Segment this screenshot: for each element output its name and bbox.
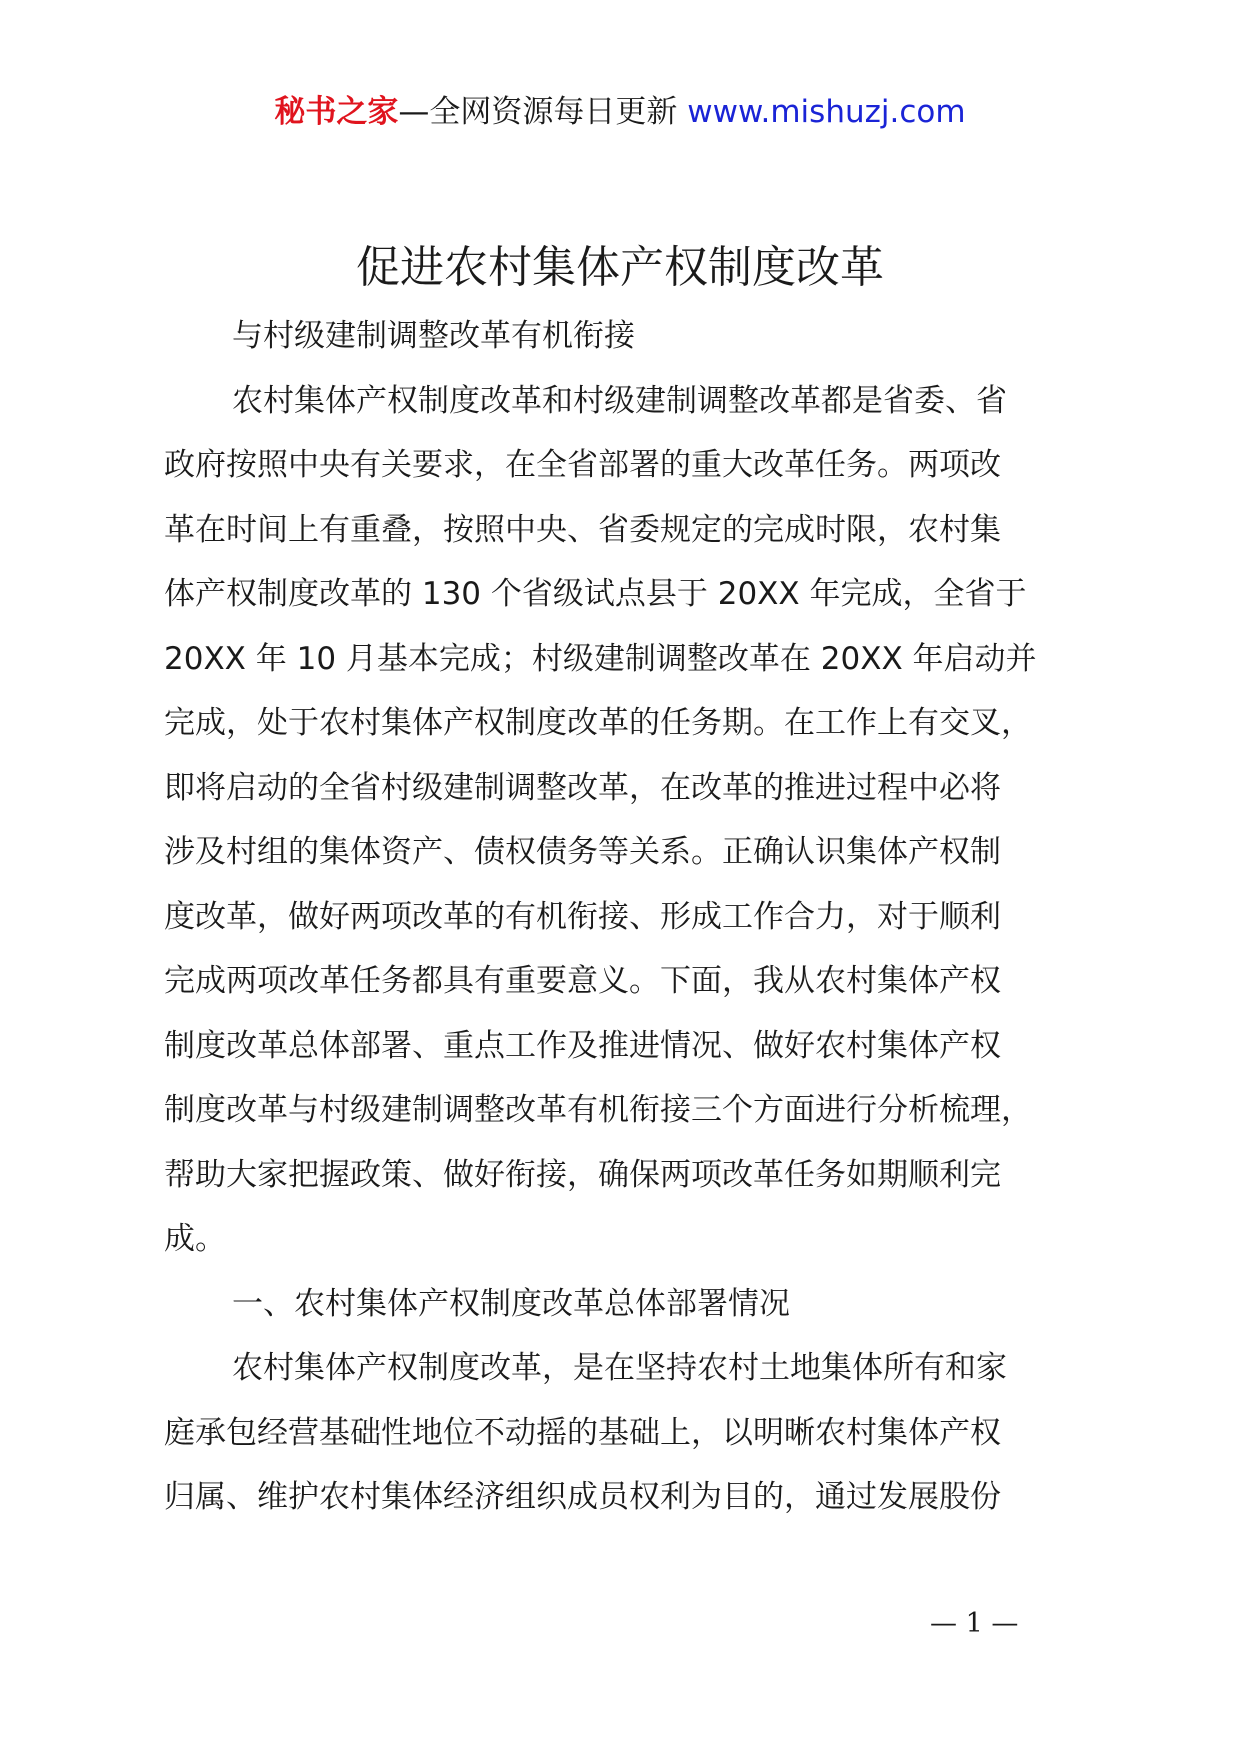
document-subtitle	[164, 304, 1096, 369]
site-banner	[0, 92, 1240, 132]
paragraph-line: 制度改革与村级建制调整改革有机衔接三个方面进行分析梳理，	[164, 1092, 1032, 1128]
paragraph-line: 政府按照中央有关要求，在全省部署的重大改革任务。两项改	[164, 447, 1001, 483]
subtitle-line: 与村级建制调整改革有机衔接	[232, 318, 635, 354]
paragraph-line: 归属、维护农村集体经济组织成员权利为目的，通过发展股份	[164, 1479, 1001, 1515]
section-heading-text: 一、农村集体产权制度改革总体部署情况	[232, 1285, 790, 1322]
paragraph-line: 体产权制度改革的 130 个省级试点县于 20XX 年完成，全省于	[164, 576, 1027, 612]
paragraph-line: 农村集体产权制度改革，是在坚持农村土地集体所有和家	[232, 1350, 1007, 1386]
paragraph-line: 农村集体产权制度改革和村级建制调整改革都是省委、省	[232, 382, 1007, 419]
paragraph-line: 完成，处于农村集体产权制度改革的任务期。在工作上有交叉，	[164, 705, 1032, 741]
paragraph-section1	[164, 1336, 1096, 1530]
paragraph-line: 成。	[164, 1221, 226, 1257]
paragraph-line: 度改革，做好两项改革的有机衔接、形成工作合力，对于顺利	[164, 898, 1001, 935]
document-title: 促进农村集体产权制度改革	[356, 242, 884, 293]
document-body	[164, 304, 1096, 1530]
site-brand: 秘书之家	[274, 94, 399, 130]
paragraph-line: 庭承包经营基础性地位不动摇的基础上，以明晰农村集体产权	[164, 1414, 1001, 1451]
site-tagline: —全网资源每日更新	[398, 94, 688, 130]
section-heading	[164, 1272, 1096, 1337]
paragraph-line: 帮助大家把握政策、做好衔接，确保两项改革任务如期顺利完	[164, 1156, 1001, 1193]
paragraph-line: 制度改革总体部署、重点工作及推进情况、做好农村集体产权	[164, 1027, 1001, 1064]
paragraph-intro	[164, 369, 1096, 1272]
paragraph-line: 20XX 年 10 月基本完成；村级建制调整改革在 20XX 年启动并	[164, 640, 1037, 677]
paragraph-line: 完成两项改革任务都具有重要意义。下面，我从农村集体产权	[164, 963, 1001, 999]
page-number: — 1 —	[930, 1608, 1019, 1639]
site-url-link[interactable]: www.mishuzj.com	[687, 94, 966, 130]
paragraph-line: 即将启动的全省村级建制调整改革，在改革的推进过程中必将	[164, 769, 1001, 806]
paragraph-line: 革在时间上有重叠，按照中央、省委规定的完成时限，农村集	[164, 511, 1001, 548]
paragraph-line: 涉及村组的集体资产、债权债务等关系。正确认识集体产权制	[164, 834, 1001, 870]
